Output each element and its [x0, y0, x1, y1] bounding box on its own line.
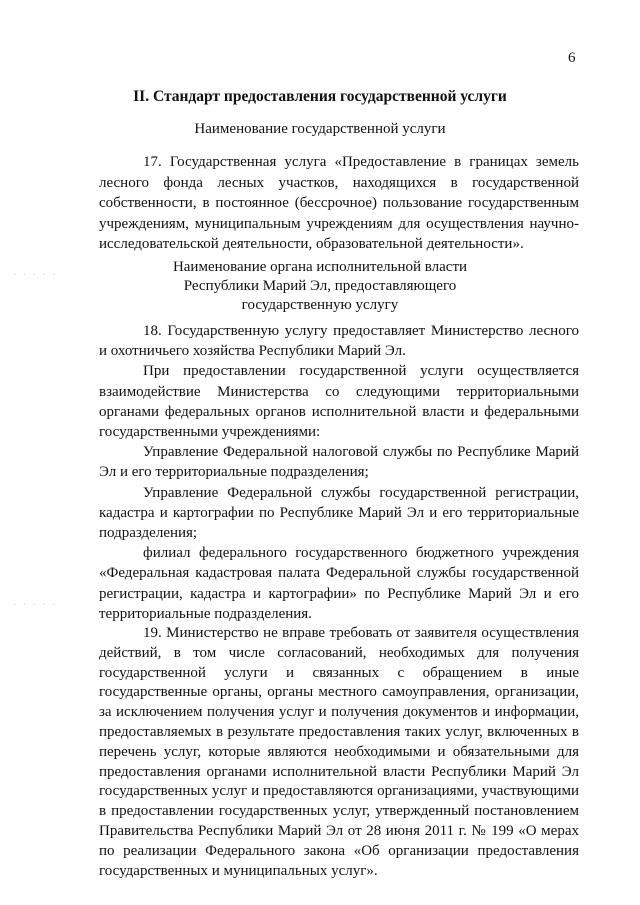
list-item-tax-service: Управление Федеральной налоговой службы по Республике Марий Эл и его территориальные подразделения; — [99, 444, 579, 481]
document-body — [99, 321, 579, 881]
list-item-cadastral-chamber: филиал федерального государственного бюджетного учреждения «Федеральная кадастровая палата Федеральной службы государственной регистрации, кадастра и картографии» по Республике Марий Эл и его территориальные подразделения. — [99, 545, 579, 622]
paragraph-18: 18. Государственную услугу предоставляет Министерство лесного и охотничьего хозяйства Республики Марий Эл. — [99, 323, 579, 360]
paragraph-interaction: При предоставлении государственной услуги осуществляется взаимодействие Министерства со следующими территориальными органами федеральных органов исполнительной власти и федеральными государственными учреждениями: — [99, 363, 579, 441]
section-title: II. Стандарт предоставления государственной услуги — [133, 88, 507, 105]
scan-artifact: · · · · · — [13, 270, 58, 281]
page-number: 6 — [568, 50, 576, 66]
list-item-registration-service: Управление Федеральной службы государственной регистрации, кадастра и картографии по Республике Марий Эл и его территориальные подразделения; — [99, 484, 579, 542]
heading-authority-line: государственную услугу — [241, 297, 399, 313]
paragraph-19: 19. Министерство не вправе требовать от заявителя осуществления действий, в том числе согласований, необходимых для получения государственной услуги и связанных с обращением в иные государственные органы, органы местного самоуправления, организации, за исключением получения услуг и получения документов и информации, предоставляемых в результате предоставления таких услуг, включенных в перечень услуг, которые являются необходимыми и обязательными для предоставления органами исполнительной власти Республики Марий Эл государственных услуг и предоставляются организациями, участвующими в предоставлении государственных услуг, утвержденный постановлением Правительства Республики Марий Эл от 28 июня 2011 г. № 199 «О мерах по реализации Федерального закона «Об организации предоставления государственных и муниципальных услуг». — [99, 625, 579, 879]
heading-authority-line: Наименование органа исполнительной власти — [172, 259, 468, 275]
scan-artifact: · · · · · — [13, 600, 58, 611]
paragraph-17: 17. Государственная услуга «Предоставление в границах земель лесного фонда лесных участков, находящихся в государственной собственности, в постоянное (бессрочное) пользование государственным учреждениям, муниципальным учреждениям для осуществления научно-исследовательской деятельности, образовательной деятельности». — [99, 154, 579, 252]
heading-service-name: Наименование государственной услуги — [194, 121, 446, 137]
heading-authority-line: Республики Марий Эл, предоставляющего — [183, 278, 457, 294]
heading-authority — [0, 258, 640, 315]
